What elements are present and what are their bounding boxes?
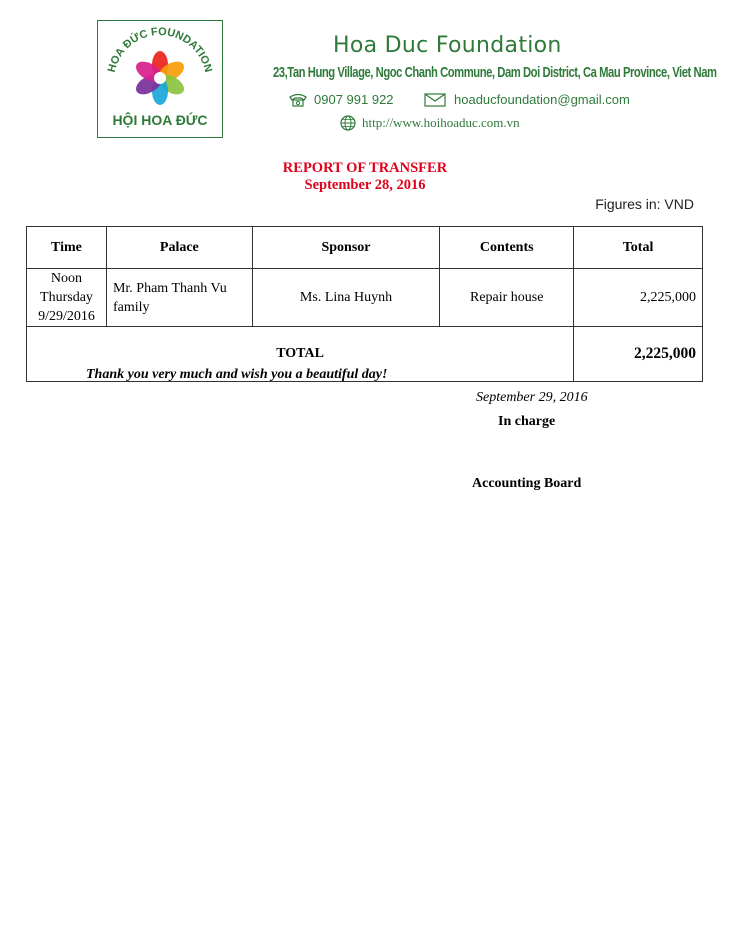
cell-total: 2,225,000 — [574, 269, 703, 327]
header-palace: Palace — [106, 227, 252, 269]
contact-website — [340, 115, 520, 131]
accounting-board-label: Accounting Board — [472, 476, 582, 491]
contact-email — [424, 92, 630, 107]
palace-line: family — [112, 299, 150, 315]
org-name: Hoa Duc Foundation — [333, 33, 562, 58]
figures-unit-note: Figures in: VND — [595, 196, 694, 212]
foundation-logo — [97, 20, 223, 138]
logo-arc-text: HOA ĐỨC FOUNDATION — [105, 25, 215, 74]
logo-bottom-text: HỘI HOA ĐỨC — [112, 112, 208, 128]
envelope-icon — [424, 93, 446, 107]
palace-line: Mr. Pham Thanh Vu — [112, 280, 227, 296]
time-line: Thursday — [40, 290, 93, 305]
header-total: Total — [574, 227, 703, 269]
org-address: 23,Tan Hung Village, Ngoc Chanh Commune, Dam Doi District, Ca Mau Province, Viet Nam — [273, 64, 717, 81]
phone-number: 0907 991 922 — [314, 92, 394, 107]
header-contents: Contents — [440, 227, 574, 269]
logo-center — [154, 72, 166, 84]
table-row — [27, 269, 703, 327]
contact-phone — [288, 92, 394, 107]
header-time: Time — [27, 227, 107, 269]
phone-icon — [288, 93, 308, 107]
email-address[interactable]: hoaducfoundation@gmail.com — [454, 92, 630, 107]
cell-contents: Repair house — [440, 269, 574, 327]
total-label: TOTAL — [27, 327, 574, 382]
cell-time — [27, 269, 107, 327]
report-date: September 28, 2016 — [304, 177, 426, 193]
transfer-table — [26, 226, 703, 382]
signature-date: September 29, 2016 — [476, 390, 588, 405]
flower-petals — [133, 51, 188, 105]
cell-sponsor: Ms. Lina Huynh — [252, 269, 440, 327]
table-header-row — [27, 227, 703, 269]
in-charge-label: In charge — [498, 414, 556, 429]
report-heading — [0, 160, 730, 194]
website-url[interactable]: http://www.hoihoaduc.com.vn — [362, 115, 520, 130]
total-amount: 2,225,000 — [574, 327, 703, 382]
header-sponsor: Sponsor — [252, 227, 440, 269]
globe-icon — [340, 115, 356, 131]
cell-palace — [106, 269, 252, 327]
report-title: REPORT OF TRANSFER — [282, 160, 448, 176]
thank-you-note: Thank you very much and wish you a beautiful day! — [86, 367, 388, 382]
time-line: 9/29/2016 — [38, 309, 95, 324]
time-line: Noon — [50, 271, 83, 286]
